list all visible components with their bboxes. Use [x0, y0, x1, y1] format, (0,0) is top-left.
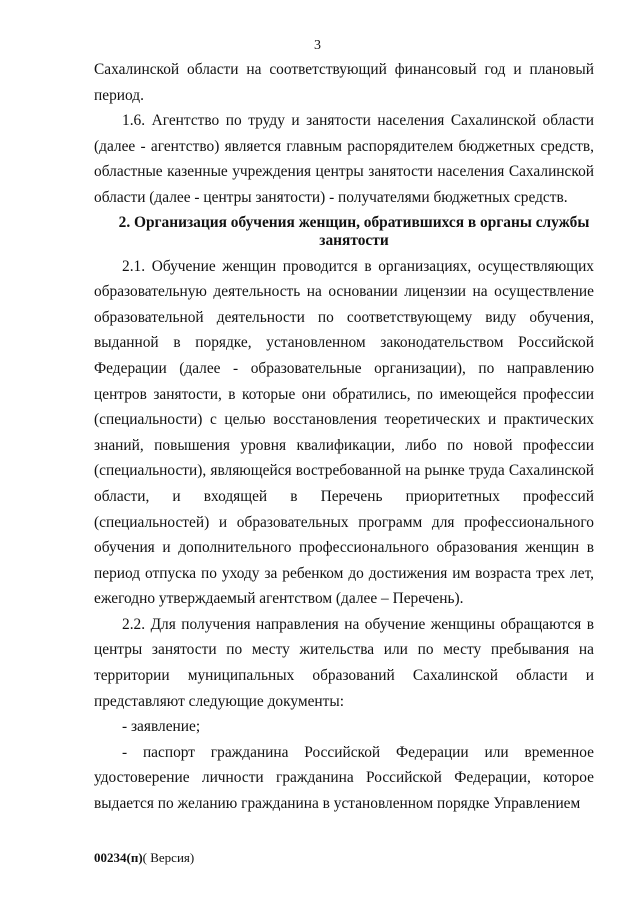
paragraph-1-6: 1.6. Агентство по труду и занятости населения Сахалинской области (далее - агентство) является главным распорядителем бюджетных средств, областные казенные учреждения центры занятости населения Сахалинской области (далее - центры занятости) - получателями бюджетных средств. [94, 112, 594, 206]
document-code: 00234(п) [94, 850, 143, 865]
footer [94, 850, 194, 866]
document-body [94, 57, 594, 817]
document-version: ( Версия) [142, 850, 195, 865]
list-item-passport: - паспорт гражданина Российской Федерации или временное удостоверение личности гражданина Российской Федерации, которое выдается по желанию гражданина в установленном порядке Управлением [94, 743, 594, 813]
paragraph-2-2: 2.2. Для получения направления на обучение женщины обращаются в центры занятости по месту жительства или по месту пребывания на территории муниципальных образований Сахалинской области и представляют следующие документы: [94, 615, 594, 710]
section-heading: 2. Организация обучения женщин, обратившихся в органы службы занятости [118, 213, 590, 249]
paragraph-continuation: Сахалинской области на соответствующий финансовый год и плановый период. [94, 61, 594, 104]
list-item-application: - заявление; [122, 718, 201, 736]
page-number: 3 [314, 38, 321, 53]
paragraph-2-1: 2.1. Обучение женщин проводится в организациях, осуществляющих образовательную деятельность на основании лицензии на осуществление образовательной деятельности по соответствующему виду обучения, выданной в порядке, установленном законодательством Российской Федерации (далее - образовательные организации), по направлению центров занятости, в которые они обратились, по имеющейся профессии (специальности) с целью восстановления теоретических и практических знаний, повышения уровня квалификации, либо по новой профессии (специальности), являющейся востребованной на рынке труда Сахалинской области, и входящей в Перечень приоритетных профессий (специальностей) и образовательных программ для профессионального обучения и дополнительного профессионального образования женщин в период отпуска по уходу за ребенком до достижения им возраста трех лет, ежегодно утверждаемый агентством (далее – Перечень). [94, 257, 594, 608]
